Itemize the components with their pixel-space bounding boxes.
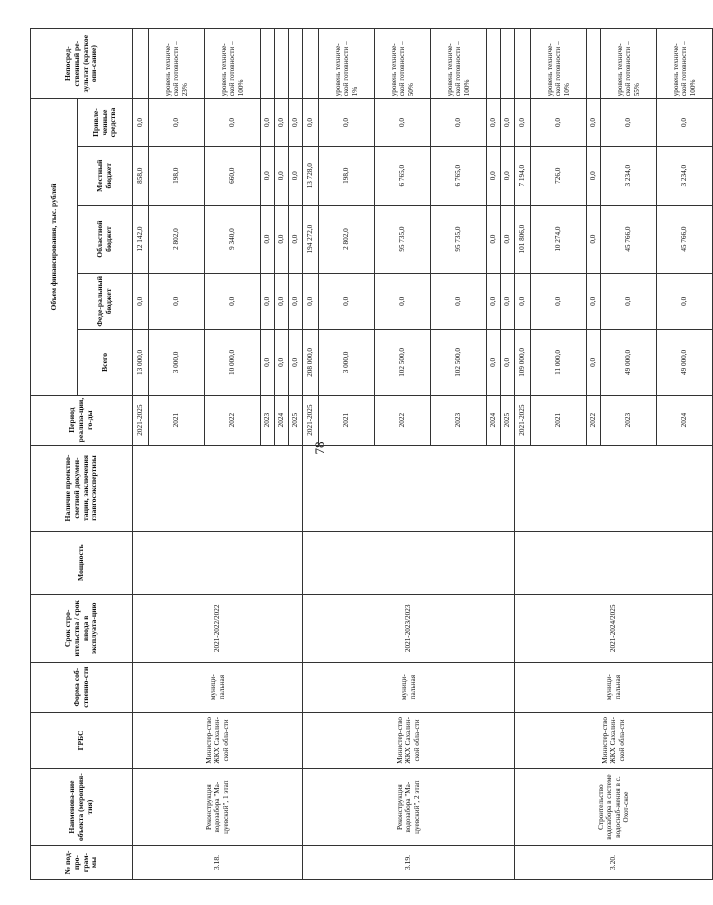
object-construction-term: 2021-2024/2025 [515, 594, 713, 662]
object-number: 3.20. [515, 846, 713, 880]
object-ownership-form: муници-пальная [515, 662, 713, 712]
cell-regional: 0,0 [487, 205, 501, 273]
cell-regional: 95 735,0 [375, 205, 431, 273]
cell-attracted: 0,0 [431, 99, 487, 147]
cell-federal: 0,0 [261, 273, 275, 330]
cell-federal: 0,0 [601, 273, 657, 330]
cell-result [587, 29, 601, 99]
cell-result: уровень техниче-ской готовности – 55% [601, 29, 657, 99]
table-body [133, 29, 713, 880]
cell-regional: 0,0 [501, 205, 515, 273]
table-row [303, 29, 319, 880]
cell-period: 2021-2025 [133, 395, 149, 445]
cell-regional: 10 274,0 [531, 205, 587, 273]
cell-attracted: 0,0 [601, 99, 657, 147]
cell-result [261, 29, 275, 99]
cell-total: 49 000,0 [657, 330, 713, 396]
cell-result [515, 29, 531, 99]
cell-total: 3 000,0 [149, 330, 205, 396]
cell-local: 0,0 [501, 146, 515, 205]
cell-attracted: 0,0 [205, 99, 261, 147]
cell-attracted: 0,0 [275, 99, 289, 147]
cell-total: 102 500,0 [431, 330, 487, 396]
cell-period: 2022 [587, 395, 601, 445]
cell-federal: 0,0 [501, 273, 515, 330]
object-design-docs [515, 445, 713, 531]
cell-total: 208 000,0 [303, 330, 319, 396]
cell-total: 0,0 [487, 330, 501, 396]
cell-total: 0,0 [275, 330, 289, 396]
object-grbs: Министер-ство ЖКХ Сахалин-ской обла-сти [515, 712, 713, 769]
cell-regional: 2 802,0 [149, 205, 205, 273]
cell-local: 3 234,0 [601, 146, 657, 205]
cell-attracted: 0,0 [657, 99, 713, 147]
header-attracted: Привле-ченные средства [78, 99, 133, 147]
cell-result: уровень техниче-ской готовности – 50% [375, 29, 431, 99]
cell-regional: 45 766,0 [601, 205, 657, 273]
cell-attracted: 0,0 [133, 99, 149, 147]
cell-total: 0,0 [289, 330, 303, 396]
cell-total: 102 500,0 [375, 330, 431, 396]
object-capacity [133, 531, 303, 594]
cell-attracted: 0,0 [531, 99, 587, 147]
table-row [133, 29, 149, 880]
cell-federal: 0,0 [487, 273, 501, 330]
cell-result [303, 29, 319, 99]
cell-total: 0,0 [587, 330, 601, 396]
object-design-docs [133, 445, 303, 531]
cell-federal: 0,0 [289, 273, 303, 330]
cell-period: 2024 [275, 395, 289, 445]
object-ownership-form: муници-пальная [133, 662, 303, 712]
cell-attracted: 0,0 [149, 99, 205, 147]
header-funding-group: Объем финансирования, тыс. рублей [31, 99, 78, 395]
header-grbs: ГРБС [31, 712, 133, 769]
cell-local: 660,0 [205, 146, 261, 205]
cell-regional: 0,0 [587, 205, 601, 273]
header-regional: Областной бюджет [78, 205, 133, 273]
header-name: Наименова-ние объекта (мероприя-тия) [31, 769, 133, 846]
cell-result: уровень техниче-ской готовности – 100% [657, 29, 713, 99]
cell-period: 2023 [601, 395, 657, 445]
header-result: Непосред-ственный ре-зультат (краткое опи-сание) [31, 29, 133, 99]
cell-attracted: 0,0 [319, 99, 375, 147]
cell-period: 2022 [375, 395, 431, 445]
cell-result [133, 29, 149, 99]
cell-result: уровень техниче-ской готовности – 1% [319, 29, 375, 99]
cell-local: 3 234,0 [657, 146, 713, 205]
cell-period: 2024 [657, 395, 713, 445]
cell-regional: 9 340,0 [205, 205, 261, 273]
cell-result [487, 29, 501, 99]
cell-period: 2021 [319, 395, 375, 445]
header-num: № под-про-грам-мы [31, 846, 133, 880]
cell-total: 13 000,0 [133, 330, 149, 396]
object-capacity [515, 531, 713, 594]
cell-regional: 45 766,0 [657, 205, 713, 273]
cell-federal: 0,0 [319, 273, 375, 330]
cell-total: 11 000,0 [531, 330, 587, 396]
cell-period: 2021 [149, 395, 205, 445]
cell-local: 0,0 [289, 146, 303, 205]
cell-local: 198,0 [319, 146, 375, 205]
header-capacity: Мощность [31, 531, 133, 594]
cell-local: 7 194,0 [515, 146, 531, 205]
cell-local: 858,0 [133, 146, 149, 205]
cell-total: 10 000,0 [205, 330, 261, 396]
cell-regional: 194 272,0 [303, 205, 319, 273]
cell-period: 2024 [487, 395, 501, 445]
cell-period: 2022 [205, 395, 261, 445]
cell-total: 49 000,0 [601, 330, 657, 396]
object-grbs: Министер-ство ЖКХ Сахалин-ской обла-сти [303, 712, 515, 769]
cell-result [501, 29, 515, 99]
cell-attracted: 0,0 [487, 99, 501, 147]
cell-federal: 0,0 [275, 273, 289, 330]
cell-regional: 101 806,0 [515, 205, 531, 273]
object-capacity [303, 531, 515, 594]
page-number: 78 [312, 441, 327, 455]
cell-total: 3 000,0 [319, 330, 375, 396]
cell-regional: 0,0 [261, 205, 275, 273]
cell-regional: 95 735,0 [431, 205, 487, 273]
object-grbs: Министер-ство ЖКХ Сахалин-ской обла-сти [133, 712, 303, 769]
cell-regional: 0,0 [289, 205, 303, 273]
object-number: 3.18. [133, 846, 303, 880]
cell-period: 2021 [531, 395, 587, 445]
cell-local: 13 728,0 [303, 146, 319, 205]
cell-attracted: 0,0 [501, 99, 515, 147]
cell-federal: 0,0 [303, 273, 319, 330]
cell-regional: 2 802,0 [319, 205, 375, 273]
cell-result: уровень техниче-ской готовности – 23% [149, 29, 205, 99]
object-construction-term: 2021-2023/2023 [303, 594, 515, 662]
cell-federal: 0,0 [587, 273, 601, 330]
cell-federal: 0,0 [531, 273, 587, 330]
cell-total: 0,0 [261, 330, 275, 396]
rotated-table-container [30, 28, 697, 880]
cell-attracted: 0,0 [289, 99, 303, 147]
header-federal: Феде-ральный бюджет [78, 273, 133, 330]
cell-attracted: 0,0 [375, 99, 431, 147]
table-row [515, 29, 531, 880]
cell-total: 109 000,0 [515, 330, 531, 396]
header-psd: Наличие проектно-сметной докумен-тации, заключения главгосэкспертизы [31, 445, 133, 531]
cell-federal: 0,0 [657, 273, 713, 330]
cell-local: 6 765,0 [375, 146, 431, 205]
cell-attracted: 0,0 [303, 99, 319, 147]
cell-result: уровень техниче-ской готовности – 100% [205, 29, 261, 99]
header-term: Срок стро-ительства / срок ввода в эксплуата-цию [31, 594, 133, 662]
cell-local: 0,0 [587, 146, 601, 205]
object-design-docs [303, 445, 515, 531]
cell-federal: 0,0 [205, 273, 261, 330]
header-row-1 [31, 29, 78, 880]
object-number: 3.19. [303, 846, 515, 880]
cell-period: 2023 [431, 395, 487, 445]
cell-total: 0,0 [501, 330, 515, 396]
cell-federal: 0,0 [431, 273, 487, 330]
object-name: Строительство водозабора в системе водоснаб-жения в с. Охот-ское [515, 769, 713, 846]
header-local: Местный бюджет [78, 146, 133, 205]
cell-local: 198,0 [149, 146, 205, 205]
cell-attracted: 0,0 [587, 99, 601, 147]
cell-federal: 0,0 [515, 273, 531, 330]
cell-period: 2025 [501, 395, 515, 445]
cell-period: 2021-2025 [515, 395, 531, 445]
header-period: Период реализа-ции, го-ды [31, 395, 133, 445]
cell-federal: 0,0 [375, 273, 431, 330]
object-ownership-form: муници-пальная [303, 662, 515, 712]
cell-period: 2025 [289, 395, 303, 445]
object-name: Реконструкция водозабора "Ма-цуевский", 1 этап [133, 769, 303, 846]
cell-regional: 12 142,0 [133, 205, 149, 273]
cell-federal: 0,0 [149, 273, 205, 330]
object-name: Реконструкция водозабора "Ма-цуевский", 2 этап [303, 769, 515, 846]
financing-table [30, 28, 713, 880]
cell-local: 726,0 [531, 146, 587, 205]
cell-period: 2023 [261, 395, 275, 445]
cell-local: 0,0 [487, 146, 501, 205]
header-form: Форма соб-ственно-сти [31, 662, 133, 712]
cell-result [275, 29, 289, 99]
cell-local: 0,0 [275, 146, 289, 205]
header-total: Всего [78, 330, 133, 396]
cell-attracted: 0,0 [261, 99, 275, 147]
cell-local: 0,0 [261, 146, 275, 205]
cell-regional: 0,0 [275, 205, 289, 273]
object-construction-term: 2021-2022/2022 [133, 594, 303, 662]
cell-result [289, 29, 303, 99]
cell-result: уровень техниче-ской готовности – 100% [431, 29, 487, 99]
cell-local: 6 765,0 [431, 146, 487, 205]
cell-period: 2021-2025 [303, 395, 319, 445]
cell-attracted: 0,0 [515, 99, 531, 147]
cell-result: уровень техниче-ской готовности – 10% [531, 29, 587, 99]
cell-federal: 0,0 [133, 273, 149, 330]
